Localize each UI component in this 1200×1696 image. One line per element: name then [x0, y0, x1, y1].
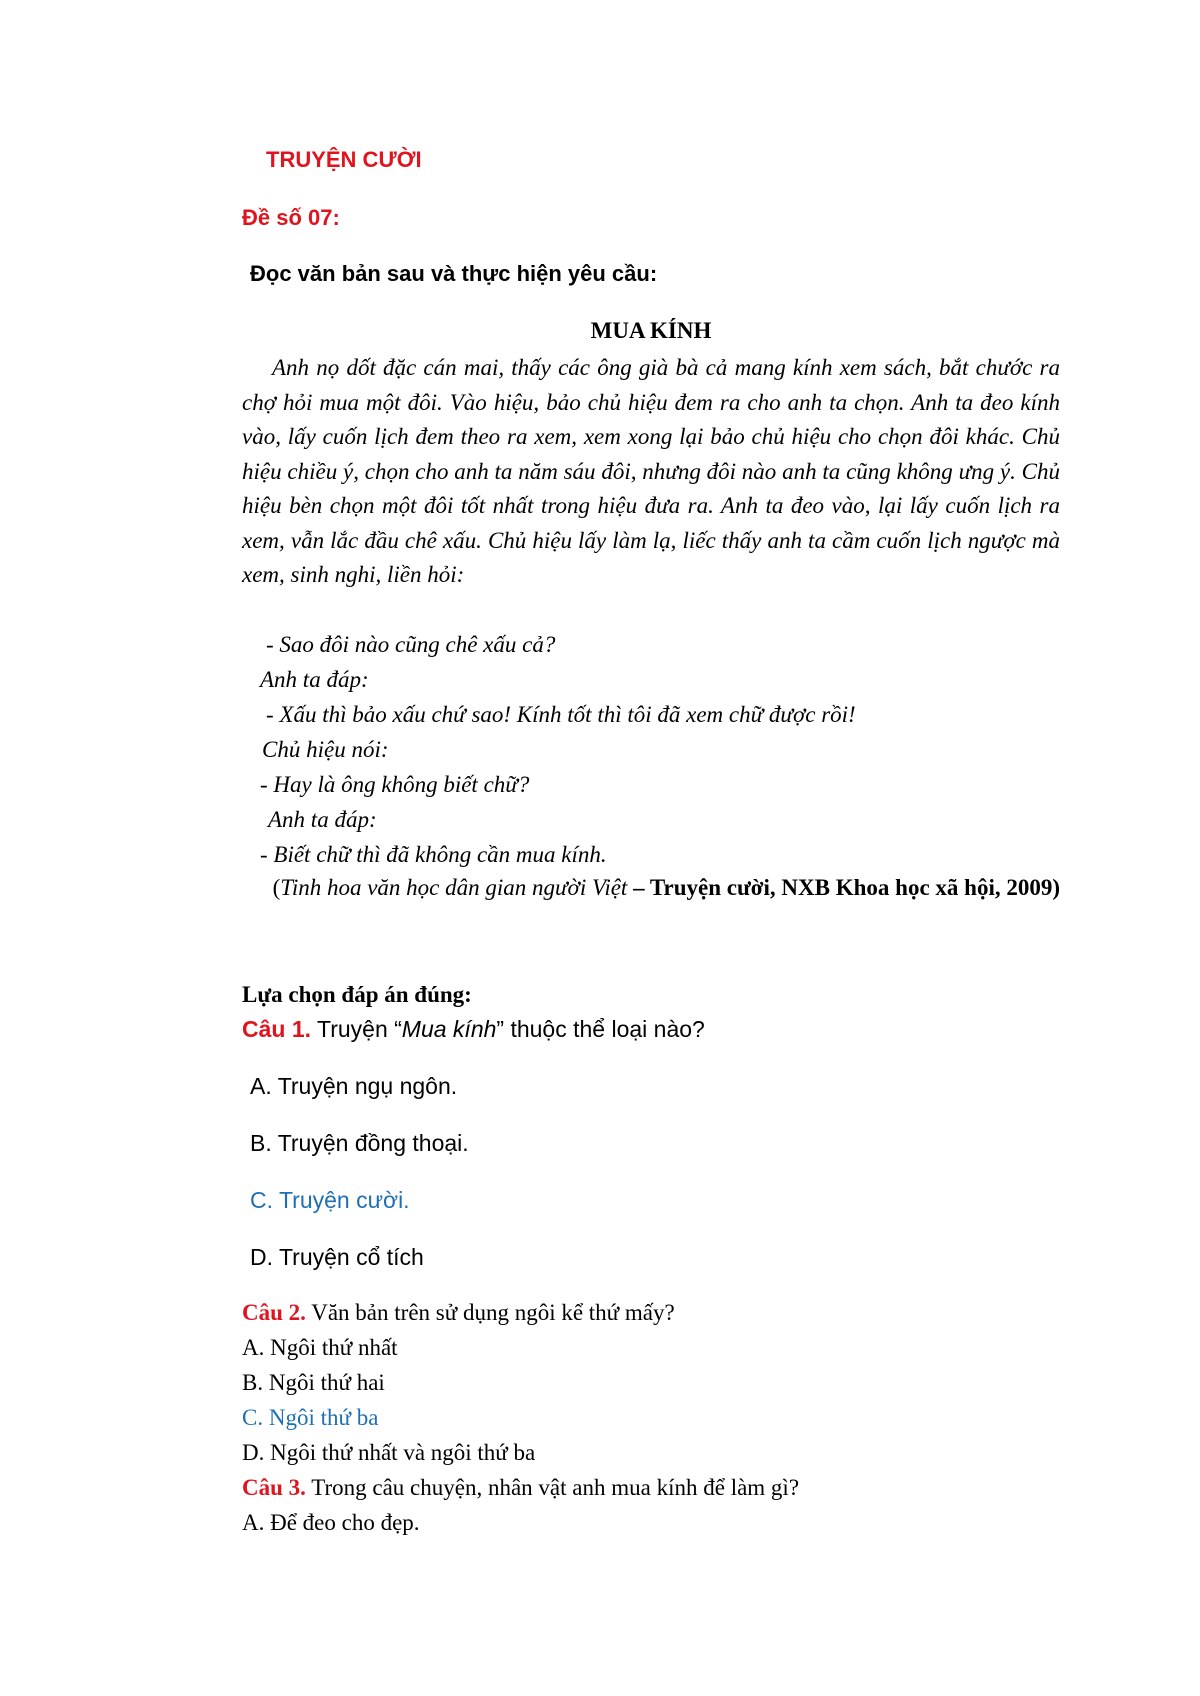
- question-label: Câu 2.: [242, 1300, 306, 1325]
- q1-option-a: A. Truyện ngụ ngôn.: [250, 1073, 458, 1099]
- question-3: [242, 1475, 799, 1501]
- question-text: ” thuộc thể loại nào?: [496, 1016, 705, 1042]
- q3-option-a: A. Để đeo cho đẹp.: [242, 1510, 420, 1535]
- question-text: Văn bản trên sử dụng ngôi kể thứ mấy?: [305, 1300, 675, 1325]
- question-label: Câu 3.: [242, 1475, 306, 1500]
- source-open: (: [272, 875, 281, 900]
- q2-option-d: D. Ngôi thứ nhất và ngôi thứ ba: [242, 1440, 536, 1465]
- q1-option-c-correct: C. Truyện cười.: [250, 1187, 410, 1213]
- source-book-title: Tinh hoa văn học dân gian người Việt: [280, 875, 628, 900]
- story-paragraph: Anh nọ dốt đặc cán mai, thấy các ông già bà cả mang kính xem sách, bắt chước ra chợ hỏi mua một đôi. Vào hiệu, bảo chủ hiệu đem ra cho anh ta chọn. Anh ta đeo kính vào, lấy cuốn lịch đem theo ra xem, xem xong lại bảo chủ hiệu cho chọn đôi khác. Chủ hiệu chiều ý, chọn cho anh ta năm sáu đôi, nhưng đôi nào anh ta cũng không ưng ý. Chủ hiệu bèn chọn một đôi tốt nhất trong hiệu đưa ra. Anh ta đeo vào, lại lấy cuốn lịch ra xem, vẫn lắc đầu chê xấu. Chủ hiệu lấy làm lạ, liếc thấy anh ta cầm cuốn lịch ngược mà xem, sinh nghi, liền hỏi:: [242, 355, 1060, 587]
- source-citation: [242, 870, 1060, 905]
- dialogue-line: - Hay là ông không biết chữ?: [260, 772, 530, 797]
- genre-heading: TRUYỆN CƯỜI: [266, 147, 422, 172]
- story-name: Mua kính: [401, 1016, 497, 1042]
- question-1: [242, 1016, 705, 1043]
- dialogue-line: Anh ta đáp:: [268, 807, 377, 832]
- q2-option-b: B. Ngôi thứ hai: [242, 1370, 385, 1395]
- story-title: MUA KÍNH: [590, 318, 712, 343]
- dialogue-line: - Sao đôi nào cũng chê xấu cả?: [266, 632, 556, 657]
- dialogue-line: - Xấu thì bảo xấu chứ sao! Kính tốt thì tôi đã xem chữ được rồi!: [266, 702, 856, 727]
- exam-number: Đề số 07:: [242, 205, 340, 230]
- instruction: Đọc văn bản sau và thực hiện yêu cầu:: [250, 261, 658, 286]
- question-label: Câu 1.: [242, 1016, 312, 1042]
- q1-option-b: B. Truyện đồng thoại.: [250, 1130, 469, 1156]
- question-text: Truyện “: [311, 1016, 402, 1042]
- q2-option-a: A. Ngôi thứ nhất: [242, 1335, 398, 1360]
- question-text: Trong câu chuyện, nhân vật anh mua kính để làm gì?: [305, 1475, 800, 1500]
- dialogue-line: Chủ hiệu nói:: [262, 737, 389, 762]
- q2-option-c-correct: C. Ngôi thứ ba: [242, 1405, 379, 1430]
- dialogue-line: - Biết chữ thì đã không cần mua kính.: [260, 842, 607, 867]
- quiz-heading: Lựa chọn đáp án đúng:: [242, 982, 472, 1007]
- dialogue-line: Anh ta đáp:: [260, 667, 369, 692]
- source-publisher: – Truyện cười, NXB Khoa học xã hội, 2009): [627, 875, 1060, 900]
- q1-option-d: D. Truyện cổ tích: [250, 1244, 424, 1270]
- question-2: [242, 1300, 675, 1326]
